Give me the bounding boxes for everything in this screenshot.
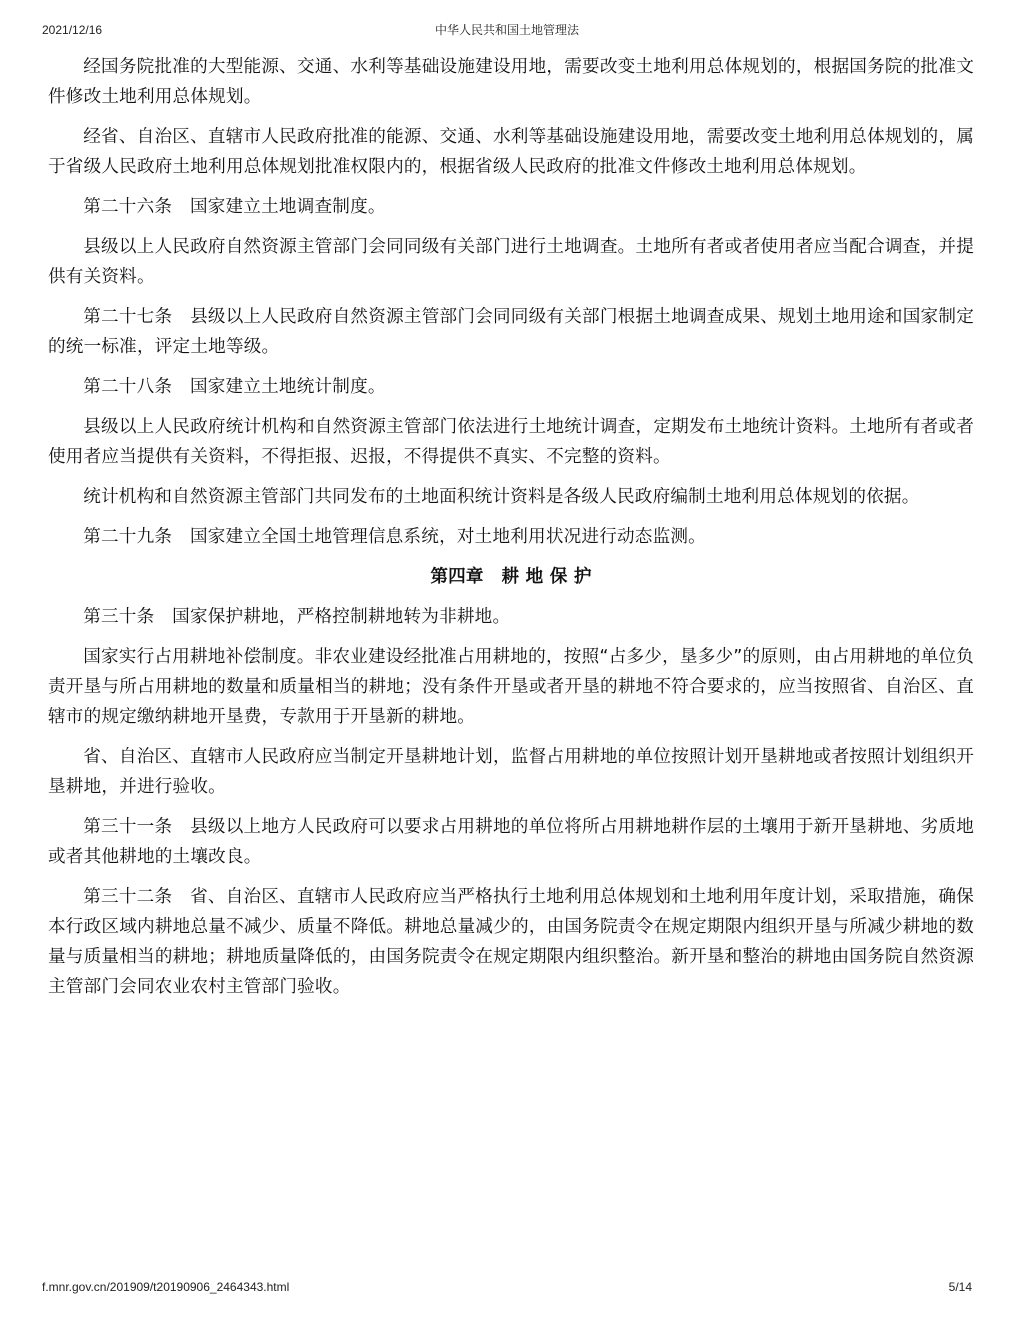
article-29: 第二十九条 国家建立全国土地管理信息系统，对土地利用状况进行动态监测。 <box>83 527 706 547</box>
article-26: 第二十六条 国家建立土地调查制度。 <box>83 197 386 217</box>
page-url: f.mnr.gov.cn/201909/t20190906_2464343.html <box>42 1280 290 1294</box>
paragraph: 县级以上人民政府统计机构和自然资源主管部门依法进行土地统计调查，定期发布土地统计资料。土地所有者或者使用者应当提供有关资料，不得拒报、迟报，不得提供不真实、不完整的资料。 <box>48 417 974 467</box>
paragraph: 经省、自治区、直辖市人民政府批准的能源、交通、水利等基础设施建设用地，需要改变土地利用总体规划的，属于省级人民政府土地利用总体规划批准权限内的，根据省级人民政府的批准文件修改土地利用总体规划。 <box>48 127 974 177</box>
paragraph: 省、自治区、直辖市人民政府应当制定开垦耕地计划，监督占用耕地的单位按照计划开垦耕地或者按照计划组织开垦耕地，并进行验收。 <box>48 747 974 797</box>
paragraph: 县级以上人民政府自然资源主管部门会同同级有关部门进行土地调查。土地所有者或者使用者应当配合调查，并提供有关资料。 <box>48 237 974 287</box>
article-28: 第二十八条 国家建立土地统计制度。 <box>83 377 386 397</box>
chapter-heading: 第四章 耕 地 保 护 <box>430 567 592 587</box>
article-31: 第三十一条 县级以上地方人民政府可以要求占用耕地的单位将所占用耕地耕作层的土壤用于新开垦耕地、劣质地或者其他耕地的土壤改良。 <box>48 817 974 867</box>
document-title: 中华人民共和国土地管理法 <box>434 23 579 37</box>
article-27: 第二十七条 县级以上人民政府自然资源主管部门会同同级有关部门根据土地调查成果、规划土地用途和国家制定的统一标准，评定土地等级。 <box>48 307 974 357</box>
paragraph: 国家实行占用耕地补偿制度。非农业建设经批准占用耕地的，按照“占多少，垦多少”的原则，由占用耕地的单位负责开垦与所占用耕地的数量和质量相当的耕地；没有条件开垦或者开垦的耕地不符合要求的，应当按照省、自治区、直辖市的规定缴纳耕地开垦费，专款用于开垦新的耕地。 <box>48 647 974 727</box>
paragraph: 统计机构和自然资源主管部门共同发布的土地面积统计资料是各级人民政府编制土地利用总体规划的依据。 <box>83 487 920 507</box>
page-number: 5/14 <box>948 1280 972 1294</box>
paragraph: 经国务院批准的大型能源、交通、水利等基础设施建设用地，需要改变土地利用总体规划的，根据国务院的批准文件修改土地利用总体规划。 <box>48 57 974 107</box>
print-footer <box>42 1279 972 1295</box>
print-date: 2021/12/16 <box>42 23 103 37</box>
document-body <box>48 52 974 1012</box>
print-header <box>42 22 972 38</box>
article-32: 第三十二条 省、自治区、直辖市人民政府应当严格执行土地利用总体规划和土地利用年度计划，采取措施，确保本行政区域内耕地总量不减少、质量不降低。耕地总量减少的，由国务院责令在规定期限内组织开垦与所减少耕地的数量与质量相当的耕地；耕地质量降低的，由国务院责令在规定期限内组织整治。新开垦和整治的耕地由国务院自然资源主管部门会同农业农村主管部门验收。 <box>48 887 974 997</box>
article-30: 第三十条 国家保护耕地，严格控制耕地转为非耕地。 <box>83 607 511 627</box>
